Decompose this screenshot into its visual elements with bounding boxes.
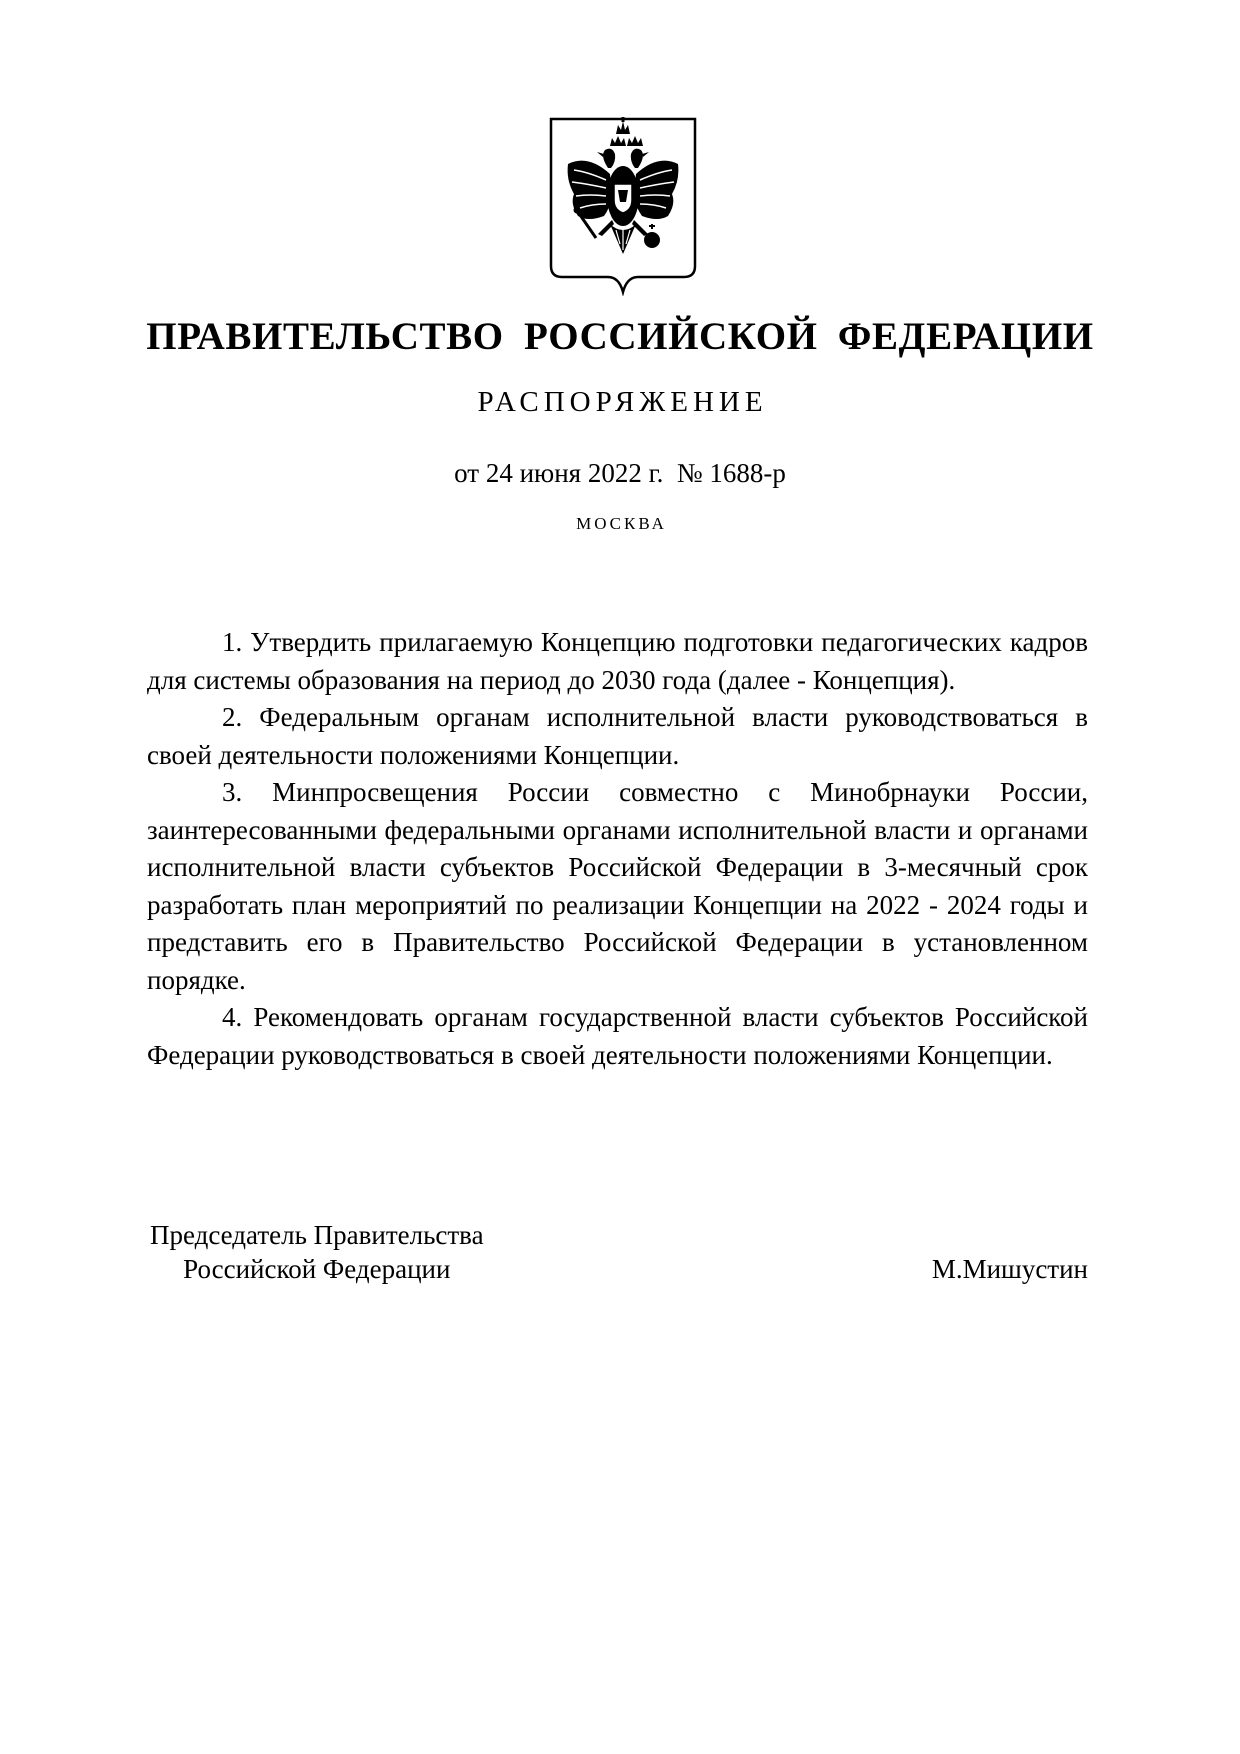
paragraph-3: 3. Минпросвещения России совместно с Минобрнауки России, заинтересованными федеральными органами исполнительной власти и органами исполнительной власти субъектов Российской Федерации в 3-месячный срок разработать план мероприятий по реализации Концепции на 2022 - 2024 годы и представить его в Правительство Российской Федерации в установленном порядке. bbox=[147, 777, 1088, 995]
government-title: ПРАВИТЕЛЬСТВО РОССИЙСКОЙ ФЕДЕРАЦИИ bbox=[146, 315, 1094, 358]
paragraph-4: 4. Рекомендовать органам государственной власти субъектов Российской Федерации руководствоваться в своей деятельности положениями Концепции. bbox=[147, 1002, 1088, 1070]
signatory-position-line2: Российской Федерации bbox=[183, 1254, 451, 1284]
document-city: МОСКВА bbox=[576, 514, 667, 533]
document-type: РАСПОРЯЖЕНИЕ bbox=[477, 386, 768, 418]
paragraph-1: 1. Утвердить прилагаемую Концепцию подготовки педагогических кадров для системы образования на период до 2030 года (далее - Концепция). bbox=[147, 627, 1088, 695]
paragraph-2: 2. Федеральным органам исполнительной власти руководствоваться в своей деятельности положениями Концепции. bbox=[147, 702, 1088, 770]
document-body bbox=[147, 624, 1088, 1074]
signatory-name: М.Мишустин bbox=[931, 1254, 1088, 1284]
document-date-number: от 24 июня 2022 г. № 1688-р bbox=[454, 458, 786, 488]
signatory-position-line1: Председатель Правительства bbox=[150, 1220, 484, 1250]
coat-of-arms-icon bbox=[548, 116, 698, 296]
signatory-position bbox=[150, 1218, 484, 1286]
